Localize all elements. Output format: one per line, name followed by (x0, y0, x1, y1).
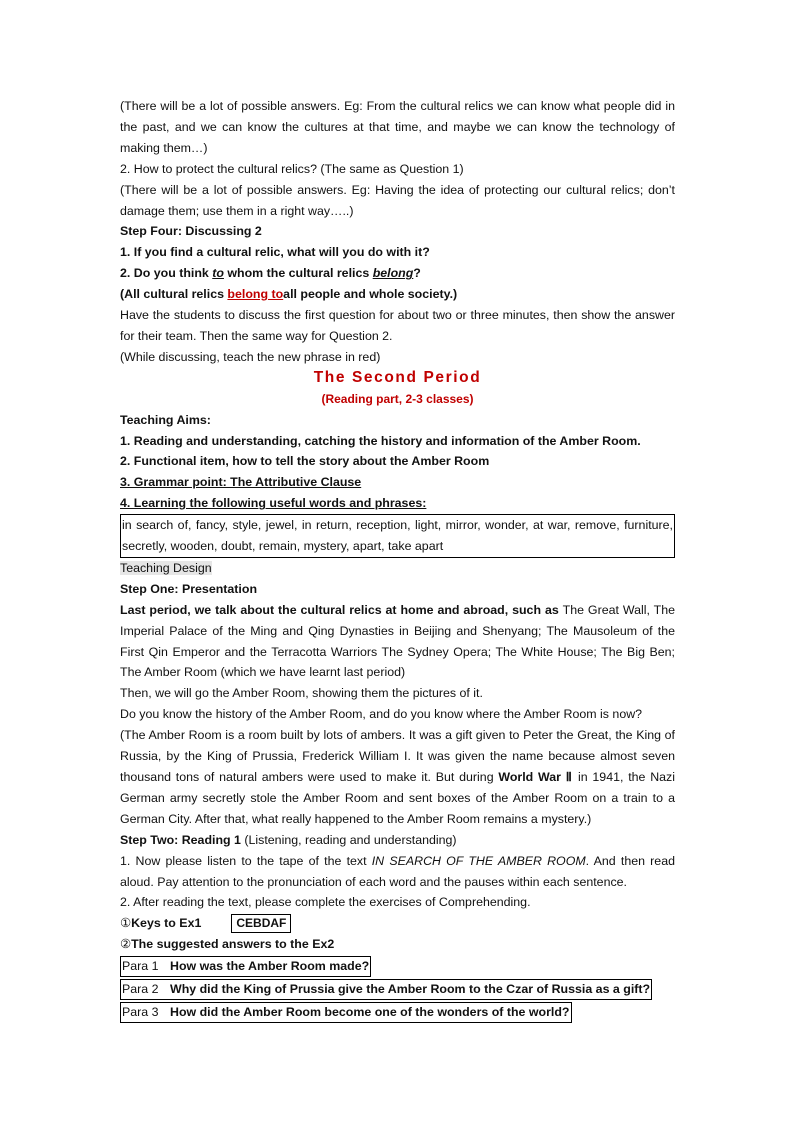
suggested-answers-line (120, 934, 675, 955)
world-war-two: World War Ⅱ (498, 770, 574, 784)
step-four-question-2: 2. Do you think to whom the cultural relics belong? (120, 266, 421, 281)
suggested-label: The suggested answers to the Ex2 (131, 937, 335, 952)
circled-two-icon: ② (120, 937, 132, 952)
step-four-heading: Step Four: Discussing 2 (120, 224, 262, 239)
teaching-aims-heading: Teaching Aims: (120, 412, 211, 427)
aim-4: 4. Learning the following useful words and phrases: (120, 496, 427, 511)
keys-answer-box: CEBDAF (231, 914, 291, 933)
circled-one-icon: ① (120, 916, 132, 931)
step-two-heading-line: Step Two: Reading 1 (Listening, reading and understanding) (120, 832, 457, 847)
step-two-instruction-2: 2. After reading the text, please complete the exercises of Comprehending. (120, 895, 531, 910)
document-page (120, 96, 675, 1023)
keys-line (120, 913, 675, 934)
answer-paragraph-1: (There will be a lot of possible answers. Eg: From the cultural relics we can know what people did in the past, and we can know the cultures at that time, and maybe we can know the technology of making them…) (120, 99, 675, 155)
step-one-heading: Step One: Presentation (120, 581, 258, 596)
aim-1: 1. Reading and understanding, catching the history and information of the Amber Room. (120, 433, 641, 448)
period-subtitle: (Reading part, 2-3 classes) (321, 391, 474, 406)
aim-3: 3. Grammar point: The Attributive Clause (120, 475, 362, 490)
answer-paragraph-2: (There will be a lot of possible answers. Eg: Having the idea of protecting our cultural relics; don’t damage them; use them in a right way…..) (120, 182, 675, 218)
step-four-question-1: 1. If you find a cultural relic, what will you do with it? (120, 245, 430, 260)
red-phrase-belong-to: belong to (227, 287, 284, 302)
step-two-heading: Step Two: Reading 1 (120, 832, 241, 847)
text-title: IN SEARCH OF THE AMBER ROOM (371, 853, 586, 868)
step-one-then: Then, we will go the Amber Room, showing them the pictures of it. (120, 686, 483, 701)
word-to: to (212, 266, 224, 281)
step-one-question: Do you know the history of the Amber Room, and do you know where the Amber Room is now? (120, 707, 643, 722)
vocabulary-box: in search of, fancy, style, jewel, in return, reception, light, mirror, wonder, at war, remove, furniture, secretly, wooden, doubt, remain, mystery, apart, take apart (120, 514, 675, 558)
step-two-instruction-1: 1. Now please listen to the tape of the text IN SEARCH OF THE AMBER ROOM. And then read aloud. Pay attention to the pronunciation of each word and the pauses within each sentence. (120, 853, 675, 889)
keys-label: Keys to Ex1 (131, 916, 202, 931)
teaching-design-line (120, 558, 675, 579)
step-four-note: (While discussing, teach the new phrase in red) (120, 349, 381, 364)
step-one-lead: Last period, we talk about the cultural relics at home and abroad, such as The Great Wall, The Imperial Palace of the Ming and Qing Dynasties in Beijing and Shenyang; The Mausoleum of the First Qin Emperor and the Terracotta Warriors The Sydney Opera; The White House; The Big Ben; The Amber Room (which we have learnt last period) (120, 602, 675, 680)
teaching-design-heading: Teaching Design (120, 560, 212, 575)
para-answer-3: Para 3 How did the Amber Room become one of the wonders of the world? (120, 1002, 675, 1023)
step-four-instruction: Have the students to discuss the first question for about two or three minutes, then show the answer for their team. Then the same way for Question 2. (120, 308, 675, 343)
question-2: 2. How to protect the cultural relics? (The same as Question 1) (120, 161, 464, 176)
word-belong: belong (372, 266, 414, 281)
para-answer-1: Para 1 How was the Amber Room made? (120, 956, 675, 977)
aim-2: 2. Functional item, how to tell the story about the Amber Room (120, 454, 490, 469)
step-four-answer: (All cultural relics belong toall people and whole society.) (120, 287, 458, 302)
para-answer-2: Para 2 Why did the King of Prussia give the Amber Room to the Czar of Russia as a gift? (120, 979, 675, 1000)
amber-room-history: (The Amber Room is a room built by lots of ambers. It was a gift given to Peter the Great, the King of Russia, by the King of Prussia, Frederick William I. It was given the name because almost seven thousand tons of natural ambers were used to make it. But during World War Ⅱ in 1941, the Nazi German army secretly stole the Amber Room and sent boxes of the Amber Room on a train to a German City. After that, what really happened to the Amber Room remains a mystery.) (120, 728, 675, 826)
period-title: The Second Period (313, 368, 482, 386)
